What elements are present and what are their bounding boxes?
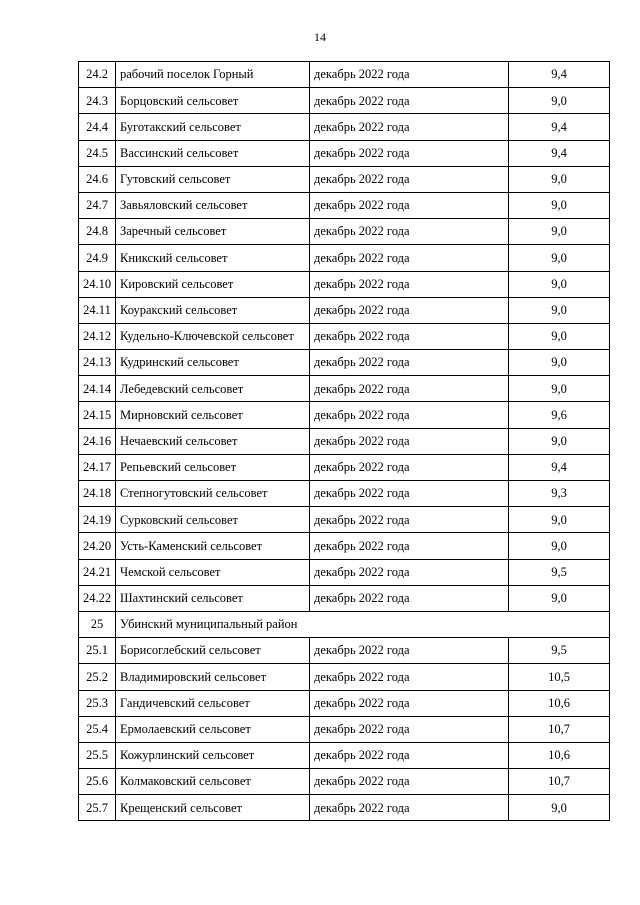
municipality-name: Гутовский сельсовет bbox=[116, 166, 310, 192]
period-date: декабрь 2022 года bbox=[310, 140, 509, 166]
period-date: декабрь 2022 года bbox=[310, 507, 509, 533]
table-row bbox=[79, 795, 610, 821]
table-row bbox=[79, 716, 610, 742]
municipality-name: Борисоглебский сельсовет bbox=[116, 638, 310, 664]
municipality-name: Заречный сельсовет bbox=[116, 219, 310, 245]
table-row bbox=[79, 481, 610, 507]
table-row bbox=[79, 638, 610, 664]
row-number: 24.18 bbox=[79, 481, 116, 507]
row-number: 25.2 bbox=[79, 664, 116, 690]
rate-value: 10,7 bbox=[509, 716, 610, 742]
section-title: Убинский муниципальный район bbox=[116, 611, 610, 637]
municipality-name: Мирновский сельсовет bbox=[116, 402, 310, 428]
table-row bbox=[79, 323, 610, 349]
municipality-name: Ермолаевский сельсовет bbox=[116, 716, 310, 742]
municipality-name: Завьяловский сельсовет bbox=[116, 192, 310, 218]
period-date: декабрь 2022 года bbox=[310, 245, 509, 271]
row-number: 25.4 bbox=[79, 716, 116, 742]
period-date: декабрь 2022 года bbox=[310, 402, 509, 428]
rate-value: 9,5 bbox=[509, 559, 610, 585]
rate-value: 9,0 bbox=[509, 428, 610, 454]
row-number: 24.21 bbox=[79, 559, 116, 585]
table-body bbox=[79, 62, 610, 821]
rate-value: 10,7 bbox=[509, 769, 610, 795]
municipality-name: рабочий поселок Горный bbox=[116, 62, 310, 88]
rate-value: 9,0 bbox=[509, 376, 610, 402]
table-row bbox=[79, 350, 610, 376]
municipality-name: Кудринский сельсовет bbox=[116, 350, 310, 376]
table-row bbox=[79, 88, 610, 114]
period-date: декабрь 2022 года bbox=[310, 585, 509, 611]
row-number: 24.10 bbox=[79, 271, 116, 297]
rate-value: 9,0 bbox=[509, 507, 610, 533]
period-date: декабрь 2022 года bbox=[310, 114, 509, 140]
row-number: 25.7 bbox=[79, 795, 116, 821]
period-date: декабрь 2022 года bbox=[310, 88, 509, 114]
rate-value: 9,4 bbox=[509, 114, 610, 140]
period-date: декабрь 2022 года bbox=[310, 192, 509, 218]
period-date: декабрь 2022 года bbox=[310, 559, 509, 585]
table-row bbox=[79, 140, 610, 166]
row-number: 25 bbox=[79, 611, 116, 637]
table-row bbox=[79, 585, 610, 611]
row-number: 25.5 bbox=[79, 742, 116, 768]
table-row bbox=[79, 62, 610, 88]
row-number: 24.22 bbox=[79, 585, 116, 611]
municipality-name: Вассинский сельсовет bbox=[116, 140, 310, 166]
municipality-name: Борцовский сельсовет bbox=[116, 88, 310, 114]
rate-value: 9,3 bbox=[509, 481, 610, 507]
tariff-table bbox=[78, 61, 610, 821]
row-number: 24.14 bbox=[79, 376, 116, 402]
municipality-name: Репьевский сельсовет bbox=[116, 454, 310, 480]
page-number: 14 bbox=[314, 30, 326, 44]
table-row bbox=[79, 271, 610, 297]
rate-value: 9,6 bbox=[509, 402, 610, 428]
table-row bbox=[79, 507, 610, 533]
table-row bbox=[79, 454, 610, 480]
table-row bbox=[79, 690, 610, 716]
period-date: декабрь 2022 года bbox=[310, 716, 509, 742]
rate-value: 9,4 bbox=[509, 454, 610, 480]
table-row bbox=[79, 245, 610, 271]
municipality-name: Буготакский сельсовет bbox=[116, 114, 310, 140]
municipality-name: Коуракский сельсовет bbox=[116, 297, 310, 323]
period-date: декабрь 2022 года bbox=[310, 690, 509, 716]
municipality-name: Кникский сельсовет bbox=[116, 245, 310, 271]
table-row bbox=[79, 769, 610, 795]
period-date: декабрь 2022 года bbox=[310, 350, 509, 376]
row-number: 24.16 bbox=[79, 428, 116, 454]
row-number: 25.3 bbox=[79, 690, 116, 716]
table-row bbox=[79, 114, 610, 140]
period-date: декабрь 2022 года bbox=[310, 533, 509, 559]
rate-value: 9,0 bbox=[509, 219, 610, 245]
municipality-name: Усть-Каменский сельсовет bbox=[116, 533, 310, 559]
municipality-name: Гандичевский сельсовет bbox=[116, 690, 310, 716]
municipality-name: Колмаковский сельсовет bbox=[116, 769, 310, 795]
table-row bbox=[79, 428, 610, 454]
table-row bbox=[79, 166, 610, 192]
period-date: декабрь 2022 года bbox=[310, 454, 509, 480]
row-number: 24.6 bbox=[79, 166, 116, 192]
rate-value: 9,0 bbox=[509, 323, 610, 349]
row-number: 25.1 bbox=[79, 638, 116, 664]
municipality-name: Чемской сельсовет bbox=[116, 559, 310, 585]
rate-value: 9,4 bbox=[509, 140, 610, 166]
period-date: декабрь 2022 года bbox=[310, 742, 509, 768]
rate-value: 10,6 bbox=[509, 742, 610, 768]
row-number: 24.2 bbox=[79, 62, 116, 88]
municipality-name: Нечаевский сельсовет bbox=[116, 428, 310, 454]
rate-value: 9,0 bbox=[509, 297, 610, 323]
row-number: 24.9 bbox=[79, 245, 116, 271]
period-date: декабрь 2022 года bbox=[310, 428, 509, 454]
row-number: 24.4 bbox=[79, 114, 116, 140]
rate-value: 9,4 bbox=[509, 62, 610, 88]
period-date: декабрь 2022 года bbox=[310, 638, 509, 664]
table-row bbox=[79, 297, 610, 323]
section-row bbox=[79, 611, 610, 637]
table-row bbox=[79, 192, 610, 218]
row-number: 24.8 bbox=[79, 219, 116, 245]
municipality-name: Сурковский сельсовет bbox=[116, 507, 310, 533]
row-number: 24.3 bbox=[79, 88, 116, 114]
rate-value: 9,0 bbox=[509, 88, 610, 114]
row-number: 24.5 bbox=[79, 140, 116, 166]
rate-value: 9,0 bbox=[509, 271, 610, 297]
table-row bbox=[79, 533, 610, 559]
period-date: декабрь 2022 года bbox=[310, 376, 509, 402]
period-date: декабрь 2022 года bbox=[310, 481, 509, 507]
rate-value: 10,6 bbox=[509, 690, 610, 716]
table-row bbox=[79, 742, 610, 768]
rate-value: 9,0 bbox=[509, 585, 610, 611]
period-date: декабрь 2022 года bbox=[310, 219, 509, 245]
municipality-name: Кировский сельсовет bbox=[116, 271, 310, 297]
row-number: 24.15 bbox=[79, 402, 116, 428]
table-row bbox=[79, 559, 610, 585]
row-number: 24.20 bbox=[79, 533, 116, 559]
rate-value: 9,0 bbox=[509, 533, 610, 559]
municipality-name: Степногутовский сельсовет bbox=[116, 481, 310, 507]
period-date: декабрь 2022 года bbox=[310, 795, 509, 821]
rate-value: 9,0 bbox=[509, 795, 610, 821]
municipality-name: Кожурлинский сельсовет bbox=[116, 742, 310, 768]
rate-value: 9,5 bbox=[509, 638, 610, 664]
period-date: декабрь 2022 года bbox=[310, 297, 509, 323]
period-date: декабрь 2022 года bbox=[310, 62, 509, 88]
rate-value: 9,0 bbox=[509, 245, 610, 271]
municipality-name: Владимировский сельсовет bbox=[116, 664, 310, 690]
rate-value: 9,0 bbox=[509, 166, 610, 192]
row-number: 24.13 bbox=[79, 350, 116, 376]
table-row bbox=[79, 664, 610, 690]
municipality-name: Лебедевский сельсовет bbox=[116, 376, 310, 402]
row-number: 24.19 bbox=[79, 507, 116, 533]
row-number: 24.17 bbox=[79, 454, 116, 480]
rate-value: 10,5 bbox=[509, 664, 610, 690]
row-number: 25.6 bbox=[79, 769, 116, 795]
period-date: декабрь 2022 года bbox=[310, 664, 509, 690]
municipality-name: Кудельно-Ключевской сельсовет bbox=[116, 323, 310, 349]
rate-value: 9,0 bbox=[509, 192, 610, 218]
period-date: декабрь 2022 года bbox=[310, 271, 509, 297]
row-number: 24.12 bbox=[79, 323, 116, 349]
period-date: декабрь 2022 года bbox=[310, 166, 509, 192]
rate-value: 9,0 bbox=[509, 350, 610, 376]
row-number: 24.11 bbox=[79, 297, 116, 323]
period-date: декабрь 2022 года bbox=[310, 323, 509, 349]
municipality-name: Крещенский сельсовет bbox=[116, 795, 310, 821]
municipality-name: Шахтинский сельсовет bbox=[116, 585, 310, 611]
table-row bbox=[79, 402, 610, 428]
table-row bbox=[79, 376, 610, 402]
row-number: 24.7 bbox=[79, 192, 116, 218]
table-row bbox=[79, 219, 610, 245]
period-date: декабрь 2022 года bbox=[310, 769, 509, 795]
